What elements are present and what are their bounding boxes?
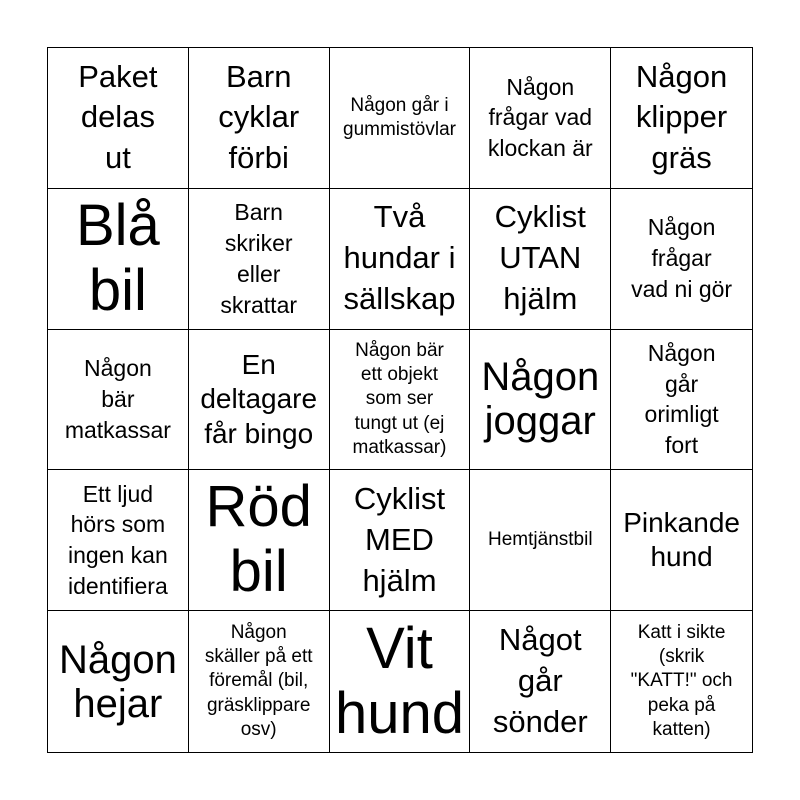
bingo-cell-text: Vit hund bbox=[334, 615, 465, 746]
bingo-cell-text: Någon frågar vad klockan är bbox=[487, 73, 593, 162]
bingo-cell-text: En deltagare får bingo bbox=[200, 349, 318, 449]
bingo-cell-r2c4[interactable] bbox=[470, 189, 611, 330]
bingo-cell-r4c5[interactable] bbox=[611, 470, 752, 611]
bingo-cell-text: Barn skriker eller skrattar bbox=[220, 199, 298, 318]
bingo-cell-text: Röd bil bbox=[205, 474, 312, 605]
bingo-cell-r2c1[interactable] bbox=[48, 189, 189, 330]
bingo-cell-r1c1[interactable] bbox=[48, 48, 189, 189]
bingo-cell-r1c4[interactable] bbox=[470, 48, 611, 189]
bingo-board bbox=[47, 47, 753, 753]
bingo-cell-r1c2[interactable] bbox=[189, 48, 330, 189]
bingo-cell-text: Något går sönder bbox=[492, 622, 588, 740]
bingo-cell-r3c3[interactable] bbox=[330, 330, 471, 471]
bingo-cell-text: Någon bär ett objekt som ser tungt ut (ej matkassar) bbox=[352, 339, 447, 458]
bingo-cell-text: Blå bil bbox=[75, 192, 160, 323]
bingo-cell-text: Någon klipper gräs bbox=[635, 58, 728, 176]
bingo-cell-text: Någon bär matkassar bbox=[64, 355, 171, 443]
bingo-cell-text: Cyklist MED hjälm bbox=[353, 480, 446, 598]
bingo-cell-r4c1[interactable] bbox=[48, 470, 189, 611]
bingo-cell-r2c5[interactable] bbox=[611, 189, 752, 330]
bingo-cell-r3c4[interactable] bbox=[470, 330, 611, 471]
bingo-cell-text: Någon skäller på ett föremål (bil, gräsklippare osv) bbox=[204, 621, 313, 741]
bingo-cell-text: Ett ljud hörs som ingen kan identifiera bbox=[68, 480, 168, 600]
bingo-cell-text: Någon joggar bbox=[481, 355, 600, 444]
bingo-cell-r3c5[interactable] bbox=[611, 330, 752, 471]
bingo-cell-text: Hemtjänstbil bbox=[488, 529, 593, 551]
bingo-cell-text: Barn cyklar förbi bbox=[218, 58, 300, 176]
bingo-cell-r1c3[interactable] bbox=[330, 48, 471, 189]
bingo-cell-r2c2[interactable] bbox=[189, 189, 330, 330]
bingo-cell-text: Cyklist UTAN hjälm bbox=[494, 199, 586, 317]
bingo-cell-r4c4[interactable] bbox=[470, 470, 611, 611]
bingo-cell-r2c3[interactable] bbox=[330, 189, 471, 330]
bingo-cell-text: Pinkande hund bbox=[623, 507, 740, 573]
bingo-cell-r1c5[interactable] bbox=[611, 48, 752, 189]
bingo-cell-text: Någon går i gummistövlar bbox=[343, 94, 456, 140]
bingo-cell-r5c5[interactable] bbox=[611, 611, 752, 752]
bingo-cell-text: Katt i sikte (skrik "KATT!" och peka på katten) bbox=[630, 621, 733, 741]
bingo-cell-r3c1[interactable] bbox=[48, 330, 189, 471]
bingo-cell-text: Paket delas ut bbox=[78, 58, 158, 176]
bingo-cell-text: Någon går orimligt fort bbox=[644, 339, 719, 459]
bingo-cell-r4c3[interactable] bbox=[330, 470, 471, 611]
bingo-cell-r4c2[interactable] bbox=[189, 470, 330, 611]
bingo-cell-r3c2[interactable] bbox=[189, 330, 330, 471]
bingo-cell-text: Två hundar i sällskap bbox=[343, 199, 456, 317]
bingo-cell-r5c4[interactable] bbox=[470, 611, 611, 752]
bingo-cell-text: Någon hejar bbox=[58, 637, 177, 726]
bingo-cell-text: Någon frågar vad ni gör bbox=[631, 214, 733, 303]
bingo-cell-r5c2[interactable] bbox=[189, 611, 330, 752]
bingo-cell-r5c1[interactable] bbox=[48, 611, 189, 752]
bingo-cell-r5c3[interactable] bbox=[330, 611, 471, 752]
